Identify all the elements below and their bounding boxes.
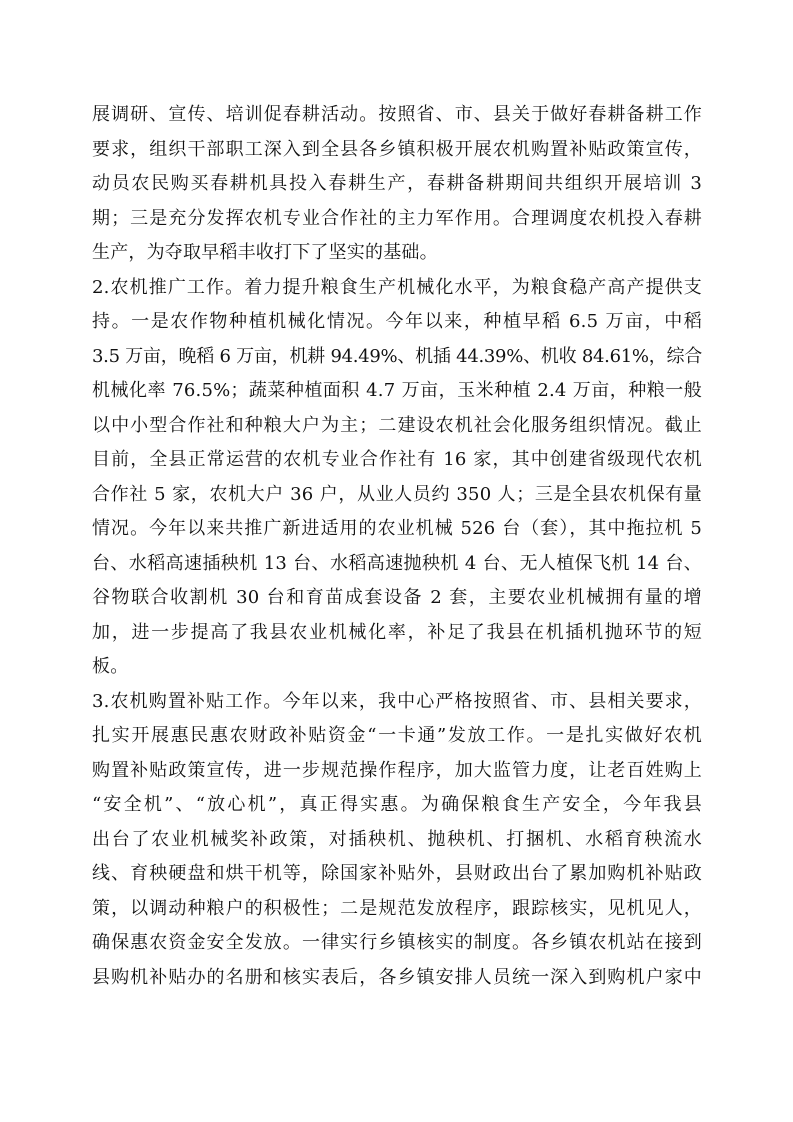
text-line: 加，进一步提高了我县农业机械化率，补足了我县在机插机抛环节的短 [92, 621, 702, 643]
text-line: 购置补贴政策宣传，进一步规范操作程序，加大监管力度，让老百姓购上 [92, 759, 702, 781]
text-line: 3.5 万亩，晚稻 6 万亩，机耕 94.49%、机插 44.39%、机收 84.61%，综合 [92, 345, 702, 367]
text-line: 展调研、宣传、培训促春耕活动。按照省、市、县关于做好春耕备耕工作 [92, 104, 702, 125]
text-line: 持。一是农作物种植机械化情况。今年以来，种植早稻 6.5 万亩，中稻 [92, 311, 702, 332]
text-line: 板。 [92, 656, 129, 677]
text-line: 动员农民购买春耕机具投入春耕生产，春耕备耕期间共组织开展培训 3 [92, 173, 702, 194]
text-line: 策，以调动种粮户的积极性；二是规范发放程序，跟踪核实，见机见人， [92, 897, 702, 919]
text-line: 3.农机购置补贴工作。今年以来，我中心严格按照省、市、县相关要求， [92, 690, 702, 712]
text-line: 情况。今年以来共推广新进适用的农业机械 526 台（套），其中拖拉机 5 [92, 518, 702, 539]
text-line: 确保惠农资金安全发放。一律实行乡镇核实的制度。各乡镇农机站在接到 [92, 932, 702, 953]
text-line: 要求，组织干部职工深入到全县各乡镇积极开展农机购置补贴政策宣传， [92, 138, 702, 160]
text-line: 合作社 5 家，农机大户 36 户，从业人员约 350 人；三是全县农机保有量 [92, 483, 702, 505]
text-line: 以中小型合作社和种粮大户为主；二建设农机社会化服务组织情况。截止 [92, 414, 702, 436]
text-line: 期；三是充分发挥农机专业合作社的主力军作用。合理调度农机投入春耕 [92, 207, 702, 229]
text-line: 2.农机推广工作。着力提升粮食生产机械化水平，为粮食稳产高产提供支 [92, 276, 702, 298]
text-line: 谷物联合收割机 30 台和育苗成套设备 2 套，主要农业机械拥有量的增 [92, 587, 702, 608]
text-line: 出台了农业机械奖补政策，对插秧机、抛秧机、打捆机、水稻育秧流水 [92, 828, 702, 850]
text-line: 县购机补贴办的名册和核实表后，各乡镇安排人员统一深入到购机户家中 [92, 966, 702, 988]
text-line: 台、水稻高速插秧机 13 台、水稻高速抛秧机 4 台、无人植保飞机 14 台、 [92, 552, 702, 574]
text-line: “安全机”、“放心机”，真正得实惠。为确保粮食生产安全，今年我县 [92, 794, 702, 815]
text-line: 线、育秧硬盘和烘干机等，除国家补贴外，县财政出台了累加购机补贴政 [92, 863, 702, 884]
document-body [92, 98, 702, 995]
text-line: 生产，为夺取早稻丰收打下了坚实的基础。 [92, 242, 438, 263]
text-line: 扎实开展惠民惠农财政补贴资金“一卡通”发放工作。一是扎实做好农机 [92, 725, 702, 746]
text-line: 目前，全县正常运营的农机专业合作社有 16 家，其中创建省级现代农机 [92, 449, 702, 470]
text-line: 机械化率 76.5%；蔬菜种植面积 4.7 万亩，玉米种植 2.4 万亩，种粮一般 [92, 380, 702, 401]
